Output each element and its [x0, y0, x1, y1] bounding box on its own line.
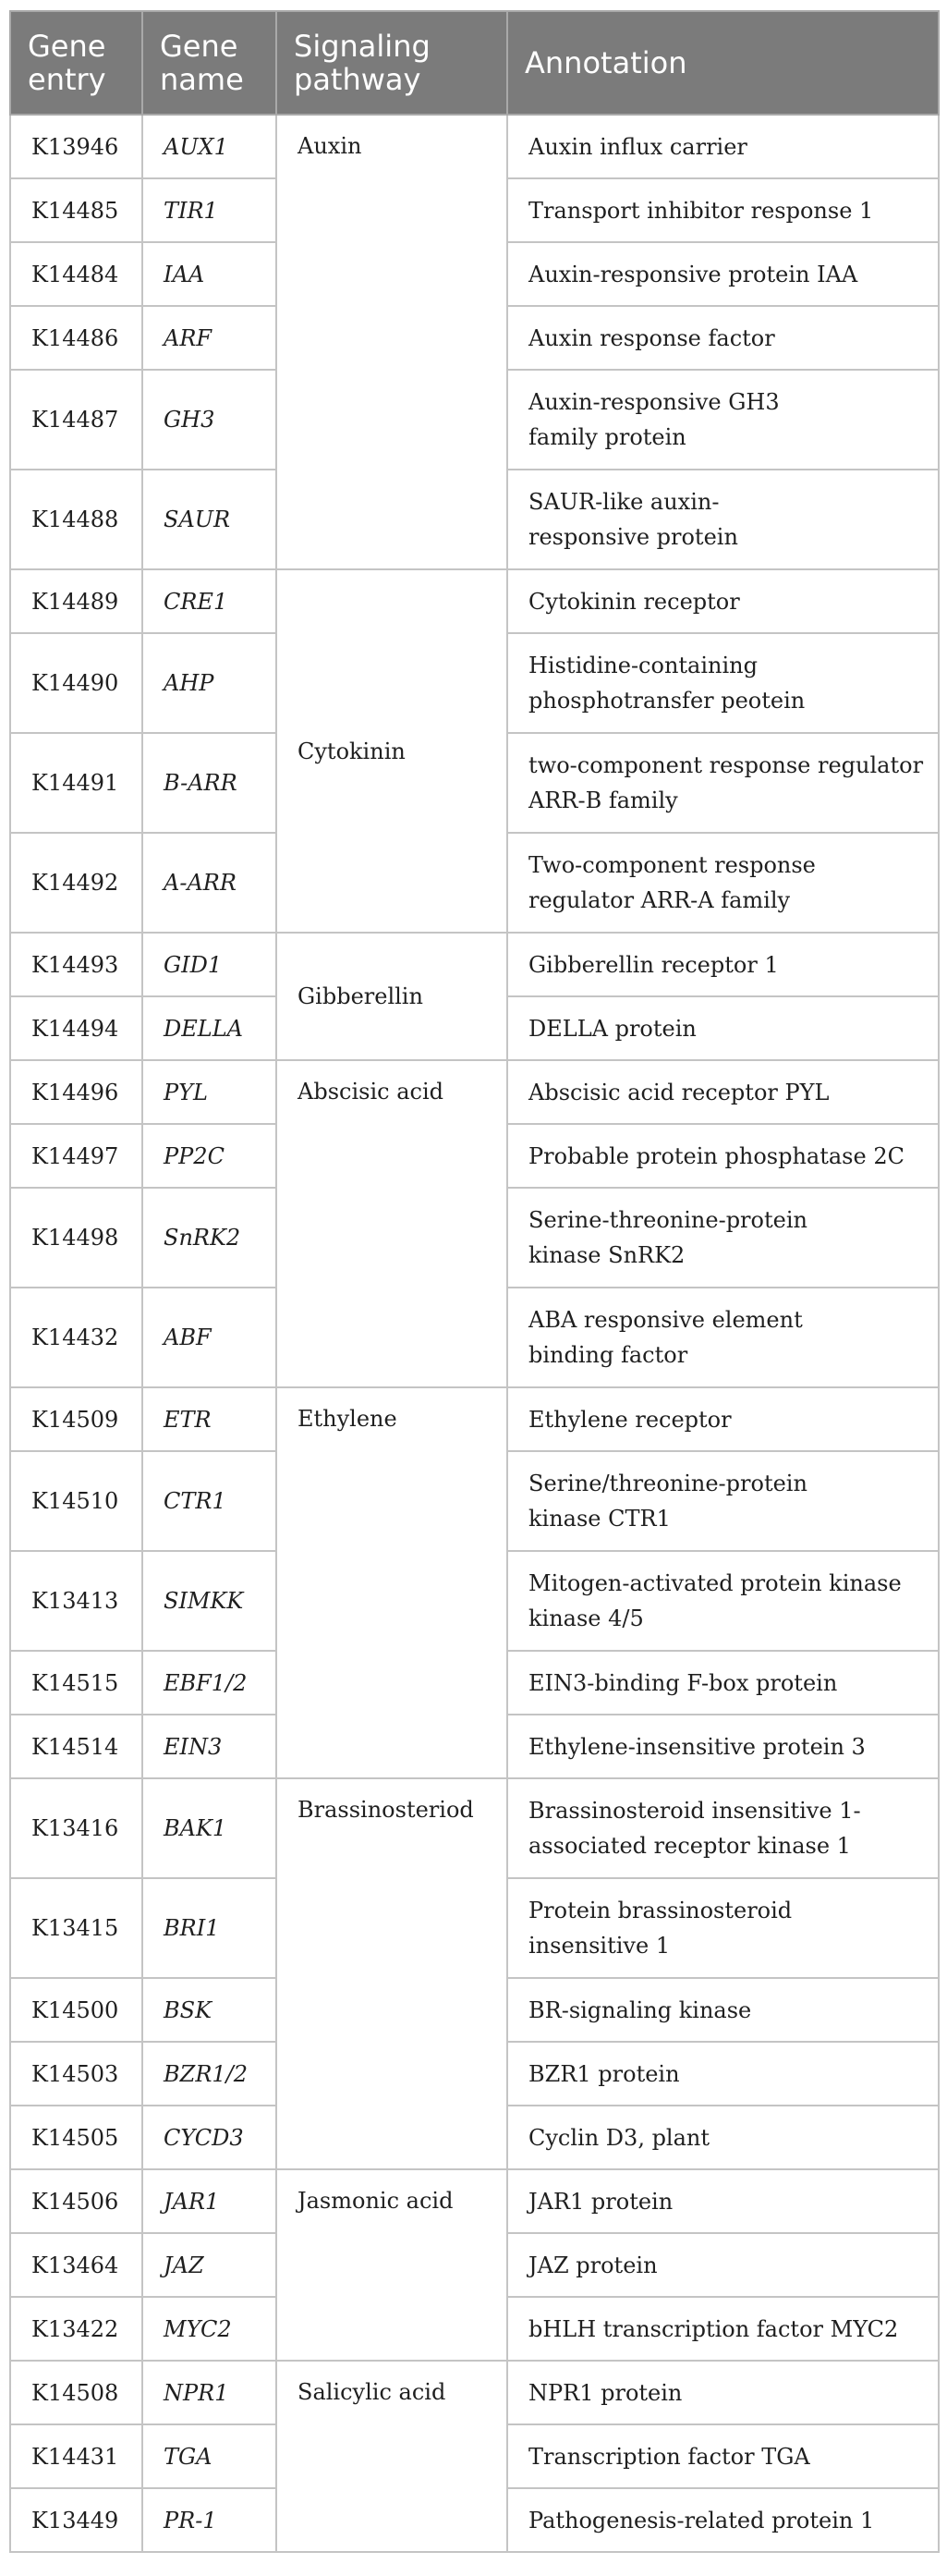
annotation-cell: Transport inhibitor response 1 — [507, 178, 939, 242]
gene-entry-cell: K14498 — [10, 1188, 142, 1288]
gene-entry-cell: K14487 — [10, 370, 142, 470]
gene-entry-cell: K14491 — [10, 733, 142, 833]
gene-name-cell: CYCD3 — [142, 2106, 276, 2169]
gene-name-cell: MYC2 — [142, 2297, 276, 2361]
annotation-cell: BR-signaling kinase — [507, 1978, 939, 2042]
table-row — [10, 1060, 939, 1124]
gene-entry-cell: K14500 — [10, 1978, 142, 2042]
header-row — [10, 11, 939, 115]
gene-name-cell: GID1 — [142, 933, 276, 996]
table-body — [10, 115, 939, 2552]
gene-entry-cell: K13422 — [10, 2297, 142, 2361]
table-row — [10, 569, 939, 633]
annotation-cell: Gibberellin receptor 1 — [507, 933, 939, 996]
annotation-cell: Ethylene receptor — [507, 1387, 939, 1451]
gene-entry-cell: K14496 — [10, 1060, 142, 1124]
gene-name-cell: B-ARR — [142, 733, 276, 833]
gene-name-cell: SIMKK — [142, 1551, 276, 1651]
gene-name-cell: PP2C — [142, 1124, 276, 1188]
signaling-pathway-cell: Abscisic acid — [276, 1060, 507, 1387]
annotation-cell: Pathogenesis-related protein 1 — [507, 2488, 939, 2552]
annotation-cell: Transcription factor TGA — [507, 2424, 939, 2488]
gene-entry-cell: K14494 — [10, 996, 142, 1060]
annotation-cell: Serine/threonine-protein kinase CTR1 — [507, 1451, 939, 1551]
gene-entry-cell: K14510 — [10, 1451, 142, 1551]
header-signaling-pathway: Signaling pathway — [276, 11, 507, 115]
signaling-pathway-cell: Auxin — [276, 115, 507, 569]
table-header — [10, 11, 939, 115]
gene-name-cell: CRE1 — [142, 569, 276, 633]
gene-name-cell: PYL — [142, 1060, 276, 1124]
header-gene-entry: Gene entry — [10, 11, 142, 115]
gene-name-cell: SAUR — [142, 470, 276, 569]
signaling-pathway-cell: Salicylic acid — [276, 2361, 507, 2552]
annotation-cell: two-component response regulator ARR-B family — [507, 733, 939, 833]
annotation-cell: Cytokinin receptor — [507, 569, 939, 633]
gene-name-cell: AHP — [142, 633, 276, 733]
gene-name-cell: CTR1 — [142, 1451, 276, 1551]
annotation-cell: EIN3-binding F-box protein — [507, 1651, 939, 1715]
gene-entry-cell: K13464 — [10, 2233, 142, 2297]
gene-entry-cell: K13415 — [10, 1878, 142, 1978]
gene-name-cell: JAR1 — [142, 2169, 276, 2233]
annotation-cell: Ethylene-insensitive protein 3 — [507, 1715, 939, 1778]
annotation-cell: DELLA protein — [507, 996, 939, 1060]
header-gene-name: Gene name — [142, 11, 276, 115]
gene-name-cell: BAK1 — [142, 1778, 276, 1878]
gene-table — [9, 10, 940, 2553]
gene-entry-cell: K14509 — [10, 1387, 142, 1451]
table-row — [10, 1778, 939, 1878]
table-row — [10, 115, 939, 178]
annotation-cell: Auxin-responsive GH3 family protein — [507, 370, 939, 470]
table-row — [10, 933, 939, 996]
gene-name-cell: ABF — [142, 1288, 276, 1387]
gene-entry-cell: K14489 — [10, 569, 142, 633]
annotation-cell: Cyclin D3, plant — [507, 2106, 939, 2169]
gene-entry-cell: K14505 — [10, 2106, 142, 2169]
annotation-cell: NPR1 protein — [507, 2361, 939, 2424]
gene-entry-cell: K13946 — [10, 115, 142, 178]
gene-entry-cell: K13416 — [10, 1778, 142, 1878]
table-row — [10, 2169, 939, 2233]
gene-entry-cell: K14432 — [10, 1288, 142, 1387]
annotation-cell: Auxin response factor — [507, 306, 939, 370]
annotation-cell: ABA responsive element binding factor — [507, 1288, 939, 1387]
gene-name-cell: BZR1/2 — [142, 2042, 276, 2106]
gene-entry-cell: K13449 — [10, 2488, 142, 2552]
signaling-pathway-cell: Cytokinin — [276, 569, 507, 933]
gene-name-cell: ETR — [142, 1387, 276, 1451]
annotation-cell: Probable protein phosphatase 2C — [507, 1124, 939, 1188]
gene-entry-cell: K14486 — [10, 306, 142, 370]
gene-name-cell: NPR1 — [142, 2361, 276, 2424]
gene-entry-cell: K14492 — [10, 833, 142, 933]
gene-name-cell: IAA — [142, 242, 276, 306]
table-row — [10, 1387, 939, 1451]
gene-entry-cell: K14484 — [10, 242, 142, 306]
gene-name-cell: JAZ — [142, 2233, 276, 2297]
gene-entry-cell: K14493 — [10, 933, 142, 996]
gene-entry-cell: K14431 — [10, 2424, 142, 2488]
annotation-cell: Auxin-responsive protein IAA — [507, 242, 939, 306]
gene-entry-cell: K14490 — [10, 633, 142, 733]
annotation-cell: JAZ protein — [507, 2233, 939, 2297]
annotation-cell: Protein brassinosteroid insensitive 1 — [507, 1878, 939, 1978]
annotation-cell: bHLH transcription factor MYC2 — [507, 2297, 939, 2361]
annotation-cell: Two-component response regulator ARR-A family — [507, 833, 939, 933]
gene-name-cell: TIR1 — [142, 178, 276, 242]
annotation-cell: Mitogen-activated protein kinase kinase 4/5 — [507, 1551, 939, 1651]
gene-entry-cell: K14485 — [10, 178, 142, 242]
table-row — [10, 2361, 939, 2424]
gene-name-cell: A-ARR — [142, 833, 276, 933]
header-annotation: Annotation — [507, 11, 939, 115]
gene-name-cell: ARF — [142, 306, 276, 370]
annotation-cell: Histidine-containing phosphotransfer peotein — [507, 633, 939, 733]
signaling-pathway-cell: Gibberellin — [276, 933, 507, 1060]
annotation-cell: SAUR-like auxin- responsive protein — [507, 470, 939, 569]
gene-entry-cell: K14497 — [10, 1124, 142, 1188]
gene-name-cell: BRI1 — [142, 1878, 276, 1978]
annotation-cell: JAR1 protein — [507, 2169, 939, 2233]
gene-entry-cell: K14488 — [10, 470, 142, 569]
annotation-cell: Serine-threonine-protein kinase SnRK2 — [507, 1188, 939, 1288]
annotation-cell: Auxin influx carrier — [507, 115, 939, 178]
gene-entry-cell: K14508 — [10, 2361, 142, 2424]
gene-name-cell: SnRK2 — [142, 1188, 276, 1288]
signaling-pathway-cell: Brassinosteriod — [276, 1778, 507, 2169]
signaling-pathway-cell: Ethylene — [276, 1387, 507, 1778]
annotation-cell: Brassinosteroid insensitive 1- associated receptor kinase 1 — [507, 1778, 939, 1878]
gene-name-cell: BSK — [142, 1978, 276, 2042]
gene-name-cell: EBF1/2 — [142, 1651, 276, 1715]
gene-entry-cell: K13413 — [10, 1551, 142, 1651]
gene-name-cell: AUX1 — [142, 115, 276, 178]
gene-name-cell: GH3 — [142, 370, 276, 470]
gene-entry-cell: K14514 — [10, 1715, 142, 1778]
gene-entry-cell: K14515 — [10, 1651, 142, 1715]
signaling-pathway-cell: Jasmonic acid — [276, 2169, 507, 2361]
gene-name-cell: DELLA — [142, 996, 276, 1060]
gene-name-cell: PR-1 — [142, 2488, 276, 2552]
gene-entry-cell: K14506 — [10, 2169, 142, 2233]
annotation-cell: Abscisic acid receptor PYL — [507, 1060, 939, 1124]
gene-entry-cell: K14503 — [10, 2042, 142, 2106]
gene-name-cell: EIN3 — [142, 1715, 276, 1778]
gene-name-cell: TGA — [142, 2424, 276, 2488]
annotation-cell: BZR1 protein — [507, 2042, 939, 2106]
